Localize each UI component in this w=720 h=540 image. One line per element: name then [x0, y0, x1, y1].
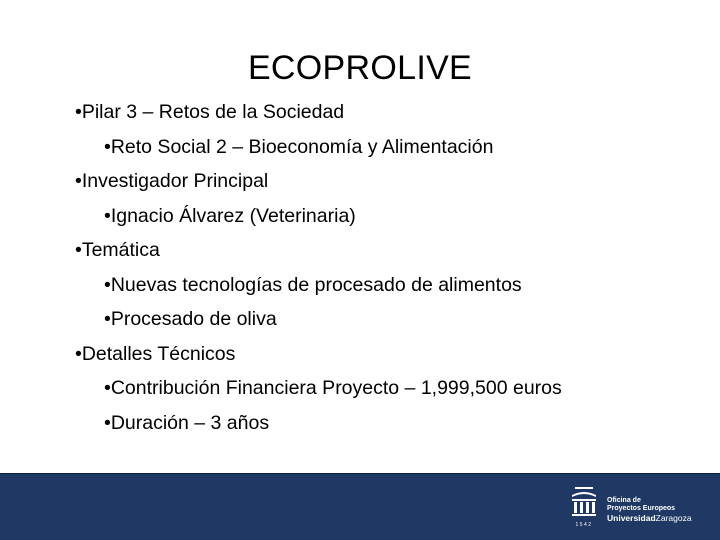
bullet-subitem: •Contribución Financiera Proyecto – 1,999,500 euros: [104, 377, 562, 399]
bullet-subitem: •Reto Social 2 – Bioeconomía y Alimentación: [104, 135, 494, 158]
bullet-item: •Pilar 3 – Retos de la Sociedad: [75, 101, 345, 123]
bullet-list: [75, 95, 695, 440]
logo-line-university: [607, 513, 692, 524]
bullet-subitem: •Ignacio Álvarez (Veterinaria): [104, 204, 356, 227]
footer-bar: [0, 473, 720, 540]
bullet-subitem: •Procesado de oliva: [104, 308, 277, 330]
slide-title: ECOPROLIVE: [247, 49, 473, 87]
university-logo: [569, 486, 709, 530]
bullet-item: •Detalles Técnicos: [75, 342, 236, 365]
bullet-subitem: •Duración – 3 años: [104, 411, 270, 434]
logo-zaragoza-word: Zaragoza: [655, 513, 692, 523]
logo-line-office: Oficina de: [607, 497, 641, 504]
university-crest-icon: [569, 486, 599, 530]
logo-year: 1542: [575, 522, 593, 528]
logo-line-projects: Proyectos Europeos: [607, 505, 676, 512]
bullet-item: •Investigador Principal: [75, 170, 269, 192]
logo-university-word: Universidad: [607, 513, 656, 523]
logo-text: [607, 497, 692, 524]
bullet-item: •Temática: [75, 239, 160, 261]
bullet-subitem: •Nuevas tecnologías de procesado de alimentos: [104, 273, 522, 296]
